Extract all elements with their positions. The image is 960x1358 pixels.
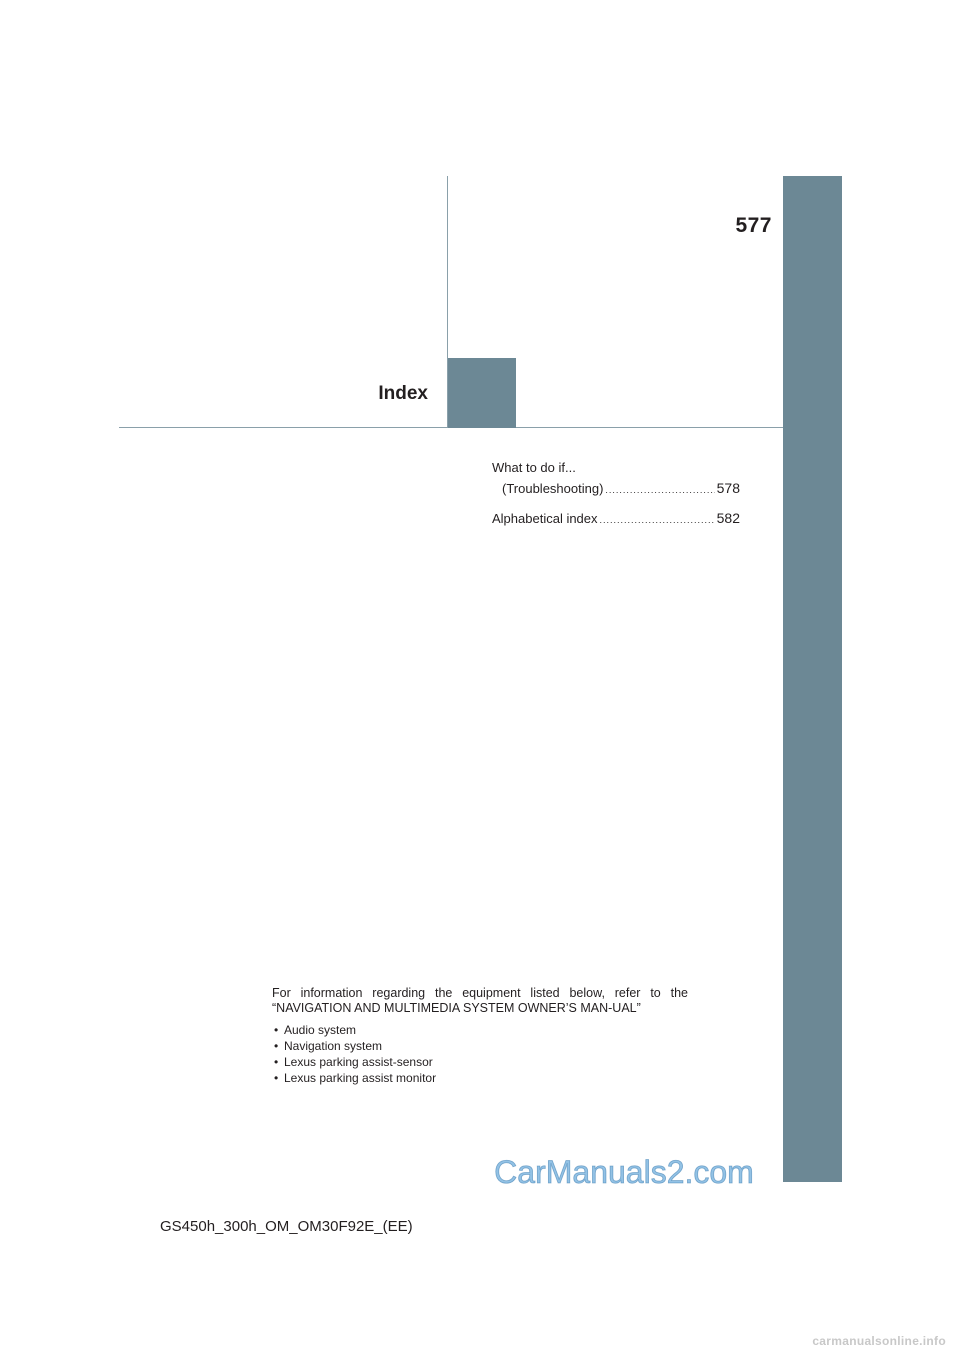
equipment-list [272,1022,688,1086]
info-text: For information regarding the equipment listed below, refer to the “NAVIGATION AND MULTIMEDIA SYSTEM OWNER’S MAN-UAL” [272,986,688,1015]
footer-code: GS450h_300h_OM_OM30F92E_(EE) [160,1218,413,1235]
bottom-watermark: carmanualsonline.info [812,1334,946,1348]
carmanuals-watermark [474,1150,774,1194]
toc-label: (Troubleshooting) [502,481,604,496]
toc-leader-dots [600,515,715,525]
toc-page-number: 582 [716,510,740,526]
toc-label: What to do if... [492,460,576,475]
table-of-contents [492,460,740,534]
toc-item-alphabetical-index[interactable] [492,510,740,534]
toc-label: Alphabetical index [492,511,598,526]
section-title: Index [378,383,428,404]
toc-item-troubleshooting[interactable] [492,480,740,504]
toc-leader-dots [605,485,714,495]
page-number: 577 [735,214,772,237]
equipment-info [272,986,688,1086]
list-item: • Audio system [272,1022,688,1038]
list-item: • Lexus parking assist-sensor [272,1054,688,1070]
list-item: • Navigation system [272,1038,688,1054]
toc-page-number: 578 [716,480,740,496]
side-tab-bar [783,176,842,1182]
list-item: • Lexus parking assist monitor [272,1070,688,1086]
toc-item-troubleshooting-line1[interactable] [492,460,740,480]
watermark-text: CarManuals2.com [494,1154,754,1190]
section-tab-block [448,358,516,428]
